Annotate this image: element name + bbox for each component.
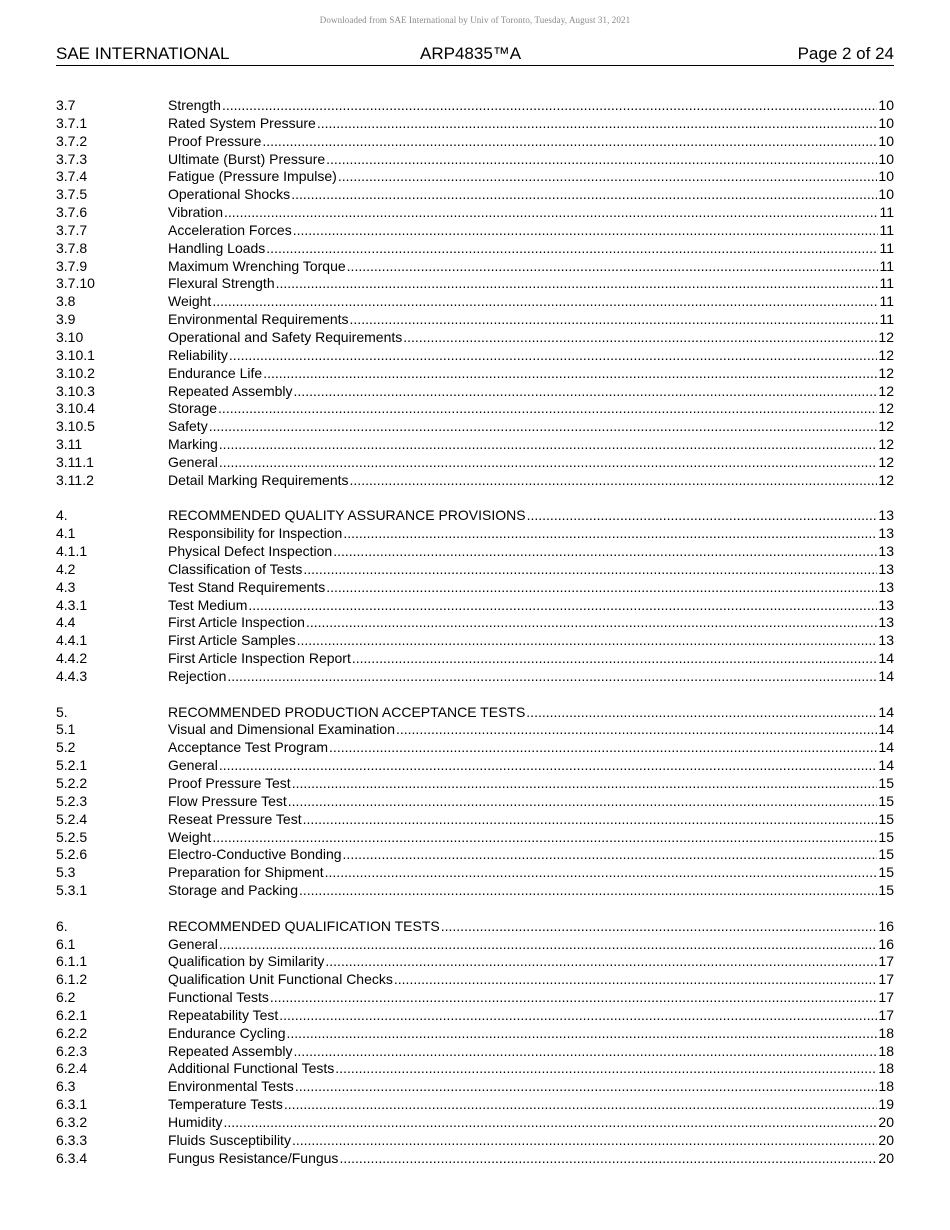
toc-entry-page: 12 bbox=[878, 418, 894, 435]
download-watermark: Downloaded from SAE International by Univ of Toronto, Tuesday, August 31, 2021 bbox=[319, 15, 631, 25]
toc-entry bbox=[56, 1060, 894, 1078]
toc-entry-title: General bbox=[168, 757, 218, 774]
toc-entry-number: 3.9 bbox=[56, 311, 76, 328]
toc-entry-page: 17 bbox=[878, 1006, 894, 1023]
toc-dot-leader bbox=[526, 704, 877, 722]
toc-entry-number: 4. bbox=[56, 507, 68, 524]
toc-entry-page: 11 bbox=[879, 275, 894, 292]
toc-entry-page: 14 bbox=[878, 650, 894, 667]
toc-dot-leader bbox=[325, 953, 877, 971]
toc-entry-page: 15 bbox=[878, 810, 894, 827]
toc-entry-page: 14 bbox=[878, 667, 894, 684]
toc-entry-title: Qualification Unit Functional Checks bbox=[168, 971, 393, 988]
toc-dot-leader bbox=[303, 561, 877, 579]
toc-entry bbox=[56, 383, 894, 401]
toc-entry-page: 17 bbox=[878, 953, 894, 970]
toc-entry-title: Strength bbox=[168, 97, 221, 113]
toc-entry bbox=[56, 882, 894, 900]
toc-entry-number: 6.3.2 bbox=[56, 1113, 88, 1130]
toc-entry-number: 6.2.1 bbox=[56, 1006, 88, 1023]
toc-entry-title: Endurance Life bbox=[168, 364, 263, 381]
toc-entry-number: 4.3 bbox=[56, 578, 76, 595]
toc-entry-title: Rated System Pressure bbox=[168, 114, 316, 131]
toc-entry-title: Acceleration Forces bbox=[168, 221, 292, 238]
toc-entry-title: Environmental Tests bbox=[168, 1078, 294, 1095]
toc-dot-leader bbox=[212, 829, 877, 847]
toc-entry bbox=[56, 151, 894, 169]
toc-entry-title: Reliability bbox=[168, 346, 228, 363]
toc-entry-number: 3.7.3 bbox=[56, 150, 88, 167]
toc-entry bbox=[56, 507, 894, 525]
toc-entry-number: 3.7 bbox=[56, 97, 76, 113]
toc-entry-title: Humidity bbox=[168, 1113, 223, 1130]
toc-entry-page: 12 bbox=[878, 436, 894, 453]
toc-entry-page: 17 bbox=[878, 989, 894, 1006]
toc-entry-number: 6.2.2 bbox=[56, 1024, 88, 1041]
toc-entry-number: 5.2.6 bbox=[56, 846, 88, 863]
toc-dot-leader bbox=[352, 650, 878, 668]
toc-entry-title: Test Stand Requirements bbox=[168, 578, 326, 595]
toc-entry bbox=[56, 418, 894, 436]
toc-entry bbox=[56, 525, 894, 543]
toc-entry bbox=[56, 775, 894, 793]
toc-entry-page: 10 bbox=[878, 97, 894, 113]
toc-dot-leader bbox=[394, 971, 878, 989]
toc-entry-title: Acceptance Test Program bbox=[168, 739, 329, 756]
toc-entry-title: Marking bbox=[168, 436, 218, 453]
toc-entry-page: 12 bbox=[878, 400, 894, 417]
toc-entry-page: 15 bbox=[878, 774, 894, 791]
toc-entry-number: 6.3.4 bbox=[56, 1149, 88, 1166]
toc-entry bbox=[56, 97, 894, 115]
table-of-contents bbox=[56, 97, 894, 1185]
toc-entry bbox=[56, 1132, 894, 1150]
toc-dot-leader bbox=[297, 632, 878, 650]
page-number: Page 2 of 24 bbox=[797, 44, 894, 63]
toc-entry-title: Reseat Pressure Test bbox=[168, 810, 302, 827]
toc-entry-number: 4.3.1 bbox=[56, 596, 88, 613]
toc-entry-number: 3.7.10 bbox=[56, 275, 95, 292]
toc-entry-page: 15 bbox=[878, 882, 894, 899]
toc-dot-leader bbox=[248, 597, 877, 615]
toc-entry bbox=[56, 1114, 894, 1132]
toc-entry-title: Handling Loads bbox=[168, 239, 266, 256]
toc-entry-title: Operational Shocks bbox=[168, 186, 291, 203]
toc-entry-page: 13 bbox=[878, 596, 894, 613]
toc-entry bbox=[56, 329, 894, 347]
toc-entry-title: Detail Marking Requirements bbox=[168, 471, 349, 488]
toc-entry-title: Vibration bbox=[168, 204, 224, 221]
toc-dot-leader bbox=[227, 668, 877, 686]
toc-entry-title: Storage and Packing bbox=[168, 882, 298, 899]
toc-entry-page: 20 bbox=[878, 1131, 894, 1148]
toc-entry-page: 15 bbox=[878, 828, 894, 845]
toc-entry-title: Rejection bbox=[168, 667, 227, 684]
toc-entry bbox=[56, 793, 894, 811]
toc-section bbox=[56, 918, 894, 1168]
toc-entry-title: Classification of Tests bbox=[168, 560, 303, 577]
toc-entry-number: 3.11 bbox=[56, 436, 83, 453]
toc-entry-number: 4.4.1 bbox=[56, 632, 88, 649]
toc-entry bbox=[56, 275, 894, 293]
toc-entry bbox=[56, 971, 894, 989]
toc-entry-title: Visual and Dimensional Examination bbox=[168, 721, 395, 738]
toc-entry-title: Operational and Safety Requirements bbox=[168, 328, 403, 345]
toc-entry-number: 4.4 bbox=[56, 614, 76, 631]
toc-entry-number: 5.1 bbox=[56, 721, 76, 738]
toc-entry-number: 3.7.2 bbox=[56, 132, 88, 149]
toc-entry-title: RECOMMENDED QUALITY ASSURANCE PROVISIONS bbox=[168, 507, 526, 524]
toc-entry-page: 11 bbox=[879, 293, 894, 310]
toc-entry-number: 6. bbox=[56, 917, 68, 934]
toc-entry-number: 3.7.1 bbox=[56, 114, 88, 131]
toc-entry-page: 13 bbox=[878, 525, 894, 542]
toc-entry-number: 3.7.5 bbox=[56, 186, 88, 203]
toc-entry bbox=[56, 936, 894, 954]
toc-entry-number: 3.7.6 bbox=[56, 204, 88, 221]
toc-entry-page: 17 bbox=[878, 971, 894, 988]
toc-entry-number: 3.11.1 bbox=[56, 453, 94, 470]
toc-entry bbox=[56, 1007, 894, 1025]
page-header bbox=[56, 44, 894, 66]
toc-entry-page: 14 bbox=[878, 721, 894, 738]
toc-dot-leader bbox=[219, 936, 878, 954]
toc-entry-page: 20 bbox=[878, 1113, 894, 1130]
toc-dot-leader bbox=[403, 329, 877, 347]
toc-entry-page: 12 bbox=[878, 382, 894, 399]
toc-dot-leader bbox=[325, 864, 878, 882]
toc-dot-leader bbox=[335, 1060, 877, 1078]
toc-entry-number: 6.1.1 bbox=[56, 953, 88, 970]
toc-entry-title: Repeatability Test bbox=[168, 1006, 279, 1023]
toc-entry-title: RECOMMENDED QUALIFICATION TESTS bbox=[168, 917, 440, 934]
toc-entry-number: 5. bbox=[56, 703, 68, 720]
toc-dot-leader bbox=[287, 1025, 878, 1043]
toc-entry-number: 3.10.5 bbox=[56, 418, 95, 435]
toc-entry bbox=[56, 864, 894, 882]
toc-entry bbox=[56, 365, 894, 383]
toc-dot-leader bbox=[333, 543, 877, 561]
toc-entry-number: 5.2.2 bbox=[56, 774, 88, 791]
toc-entry bbox=[56, 240, 894, 258]
toc-entry bbox=[56, 739, 894, 757]
toc-entry-title: General bbox=[168, 453, 218, 470]
toc-entry-page: 15 bbox=[878, 792, 894, 809]
toc-entry-page: 11 bbox=[879, 204, 894, 221]
toc-dot-leader bbox=[338, 168, 878, 186]
toc-entry bbox=[56, 597, 894, 615]
toc-entry bbox=[56, 1096, 894, 1114]
toc-entry-number: 3.10.1 bbox=[56, 346, 95, 363]
toc-entry-title: Ultimate (Burst) Pressure bbox=[168, 150, 326, 167]
toc-entry-number: 4.1 bbox=[56, 525, 76, 542]
toc-entry-title: Qualification by Similarity bbox=[168, 953, 325, 970]
toc-dot-leader bbox=[326, 151, 877, 169]
toc-entry bbox=[56, 668, 894, 686]
toc-dot-leader bbox=[279, 1007, 877, 1025]
toc-entry-page: 19 bbox=[878, 1096, 894, 1113]
toc-entry bbox=[56, 204, 894, 222]
toc-entry bbox=[56, 614, 894, 632]
toc-entry bbox=[56, 543, 894, 561]
toc-dot-leader bbox=[263, 365, 877, 383]
toc-entry-page: 10 bbox=[878, 114, 894, 131]
toc-entry bbox=[56, 222, 894, 240]
toc-dot-leader bbox=[212, 293, 878, 311]
toc-entry-title: Weight bbox=[168, 828, 212, 845]
toc-entry-title: Additional Functional Tests bbox=[168, 1060, 335, 1077]
toc-section bbox=[56, 704, 894, 900]
toc-entry bbox=[56, 918, 894, 936]
toc-entry-number: 3.7.7 bbox=[56, 221, 88, 238]
toc-dot-leader bbox=[224, 204, 878, 222]
toc-entry-page: 13 bbox=[878, 560, 894, 577]
toc-dot-leader bbox=[209, 418, 878, 436]
toc-entry-number: 3.7.8 bbox=[56, 239, 88, 256]
toc-entry-number: 5.2.4 bbox=[56, 810, 88, 827]
toc-entry bbox=[56, 811, 894, 829]
toc-entry-page: 10 bbox=[878, 186, 894, 203]
publisher-name: SAE INTERNATIONAL bbox=[56, 44, 230, 63]
toc-entry bbox=[56, 829, 894, 847]
toc-entry-title: Preparation for Shipment bbox=[168, 864, 324, 881]
toc-section bbox=[56, 507, 894, 685]
toc-entry-number: 4.4.2 bbox=[56, 650, 88, 667]
toc-entry bbox=[56, 989, 894, 1007]
toc-entry bbox=[56, 454, 894, 472]
toc-entry-page: 15 bbox=[878, 846, 894, 863]
toc-entry-number: 3.10.2 bbox=[56, 364, 95, 381]
toc-dot-leader bbox=[343, 846, 878, 864]
toc-entry-title: Storage bbox=[168, 400, 218, 417]
toc-dot-leader bbox=[218, 400, 877, 418]
toc-entry bbox=[56, 1043, 894, 1061]
toc-dot-leader bbox=[326, 579, 877, 597]
toc-entry bbox=[56, 186, 894, 204]
toc-dot-leader bbox=[294, 1043, 878, 1061]
toc-entry-title: Flexural Strength bbox=[168, 275, 275, 292]
toc-entry-number: 6.3.1 bbox=[56, 1096, 88, 1113]
toc-entry-number: 3.8 bbox=[56, 293, 76, 310]
toc-entry-title: Weight bbox=[168, 293, 212, 310]
toc-entry bbox=[56, 1078, 894, 1096]
toc-entry-number: 5.3 bbox=[56, 864, 76, 881]
toc-entry bbox=[56, 579, 894, 597]
toc-entry-page: 11 bbox=[879, 311, 894, 328]
toc-entry-page: 14 bbox=[878, 703, 894, 720]
toc-entry-number: 6.2.3 bbox=[56, 1042, 88, 1059]
toc-entry-page: 13 bbox=[878, 614, 894, 631]
toc-entry-number: 6.1 bbox=[56, 935, 76, 952]
toc-entry-page: 10 bbox=[878, 168, 894, 185]
toc-entry-number: 3.7.4 bbox=[56, 168, 88, 185]
toc-entry bbox=[56, 258, 894, 276]
toc-entry-title: Fluids Susceptibility bbox=[168, 1131, 291, 1148]
toc-dot-leader bbox=[292, 775, 878, 793]
toc-dot-leader bbox=[306, 614, 877, 632]
toc-dot-leader bbox=[527, 507, 878, 525]
toc-entry-page: 12 bbox=[878, 364, 894, 381]
toc-dot-leader bbox=[223, 1114, 877, 1132]
toc-dot-leader bbox=[303, 811, 878, 829]
toc-entry-number: 5.2.1 bbox=[56, 757, 88, 774]
toc-entry-title: Repeated Assembly bbox=[168, 382, 293, 399]
toc-entry bbox=[56, 436, 894, 454]
toc-entry-number: 3.10.3 bbox=[56, 382, 95, 399]
toc-dot-leader bbox=[317, 115, 878, 133]
toc-dot-leader bbox=[295, 1078, 878, 1096]
toc-entry-title: Endurance Cycling bbox=[168, 1024, 286, 1041]
toc-dot-leader bbox=[294, 383, 878, 401]
toc-entry-title: Maximum Wrenching Torque bbox=[168, 257, 346, 274]
toc-entry bbox=[56, 133, 894, 151]
toc-entry-page: 18 bbox=[878, 1042, 894, 1059]
toc-entry-page: 20 bbox=[878, 1149, 894, 1166]
toc-dot-leader bbox=[291, 186, 877, 204]
toc-dot-leader bbox=[329, 739, 877, 757]
toc-entry bbox=[56, 704, 894, 722]
toc-entry-page: 12 bbox=[878, 328, 894, 345]
toc-entry-page: 11 bbox=[879, 239, 894, 256]
toc-entry bbox=[56, 1025, 894, 1043]
toc-entry-page: 14 bbox=[878, 739, 894, 756]
toc-entry-number: 4.1.1 bbox=[56, 543, 88, 560]
toc-entry-page: 10 bbox=[878, 150, 894, 167]
toc-entry-title: Temperature Tests bbox=[168, 1096, 283, 1113]
toc-entry-page: 11 bbox=[879, 257, 894, 274]
toc-entry-number: 6.2.4 bbox=[56, 1060, 88, 1077]
toc-section bbox=[56, 97, 894, 490]
toc-dot-leader bbox=[350, 472, 878, 490]
toc-entry bbox=[56, 757, 894, 775]
toc-dot-leader bbox=[299, 882, 877, 900]
toc-entry-number: 3.7.9 bbox=[56, 257, 88, 274]
toc-dot-leader bbox=[284, 1096, 878, 1114]
toc-entry-page: 10 bbox=[878, 132, 894, 149]
toc-dot-leader bbox=[396, 721, 877, 739]
toc-entry bbox=[56, 168, 894, 186]
toc-dot-leader bbox=[292, 1132, 877, 1150]
toc-entry-number: 4.4.3 bbox=[56, 667, 88, 684]
toc-entry-title: Functional Tests bbox=[168, 989, 269, 1006]
toc-entry-title: Physical Defect Inspection bbox=[168, 543, 333, 560]
toc-entry-title: First Article Inspection Report bbox=[168, 650, 351, 667]
toc-entry-page: 13 bbox=[878, 507, 894, 524]
toc-entry bbox=[56, 953, 894, 971]
toc-entry-title: First Article Inspection bbox=[168, 614, 305, 631]
toc-entry-title: Electro-Conductive Bonding bbox=[168, 846, 342, 863]
toc-entry-page: 12 bbox=[878, 471, 894, 488]
toc-entry-page: 13 bbox=[878, 578, 894, 595]
toc-dot-leader bbox=[266, 240, 878, 258]
toc-entry-number: 5.3.1 bbox=[56, 882, 88, 899]
toc-entry bbox=[56, 632, 894, 650]
toc-entry bbox=[56, 1150, 894, 1168]
toc-entry bbox=[56, 561, 894, 579]
toc-entry bbox=[56, 721, 894, 739]
toc-dot-leader bbox=[339, 1150, 877, 1168]
toc-dot-leader bbox=[288, 793, 878, 811]
toc-entry-page: 15 bbox=[878, 864, 894, 881]
toc-dot-leader bbox=[276, 275, 879, 293]
toc-dot-leader bbox=[222, 97, 877, 115]
toc-entry-page: 18 bbox=[878, 1078, 894, 1095]
toc-entry-title: Proof Pressure Test bbox=[168, 774, 291, 791]
document-number: ARP4835™A bbox=[420, 44, 522, 63]
toc-entry-number: 3.11.2 bbox=[56, 471, 94, 488]
toc-entry-page: 12 bbox=[878, 346, 894, 363]
toc-dot-leader bbox=[219, 436, 878, 454]
toc-dot-leader bbox=[270, 989, 878, 1007]
toc-entry-title: Fatigue (Pressure Impulse) bbox=[168, 168, 337, 185]
toc-entry-title: Repeated Assembly bbox=[168, 1042, 293, 1059]
toc-entry-page: 12 bbox=[878, 453, 894, 470]
toc-entry-number: 5.2.5 bbox=[56, 828, 88, 845]
toc-dot-leader bbox=[343, 525, 877, 543]
toc-entry-title: RECOMMENDED PRODUCTION ACCEPTANCE TESTS bbox=[168, 703, 526, 720]
toc-entry bbox=[56, 311, 894, 329]
toc-entry-title: Safety bbox=[168, 418, 208, 435]
toc-entry-number: 4.2 bbox=[56, 560, 76, 577]
toc-entry-page: 13 bbox=[878, 632, 894, 649]
toc-entry-number: 3.10.4 bbox=[56, 400, 95, 417]
toc-entry-page: 14 bbox=[878, 757, 894, 774]
toc-entry-page: 13 bbox=[878, 543, 894, 560]
toc-entry-page: 18 bbox=[878, 1060, 894, 1077]
toc-entry-title: First Article Samples bbox=[168, 632, 296, 649]
toc-entry-number: 5.2 bbox=[56, 739, 76, 756]
toc-dot-leader bbox=[229, 347, 878, 365]
toc-entry-page: 16 bbox=[878, 917, 894, 934]
toc-entry-number: 6.3 bbox=[56, 1078, 76, 1095]
toc-entry bbox=[56, 347, 894, 365]
toc-entry bbox=[56, 293, 894, 311]
toc-dot-leader bbox=[350, 311, 879, 329]
toc-entry-number: 6.2 bbox=[56, 989, 76, 1006]
toc-entry bbox=[56, 650, 894, 668]
toc-entry-number: 6.3.3 bbox=[56, 1131, 88, 1148]
toc-entry-number: 5.2.3 bbox=[56, 792, 88, 809]
toc-dot-leader bbox=[219, 454, 878, 472]
toc-dot-leader bbox=[219, 757, 878, 775]
toc-dot-leader bbox=[262, 133, 877, 151]
toc-dot-leader bbox=[293, 222, 879, 240]
toc-dot-leader bbox=[441, 918, 878, 936]
toc-entry-number: 3.10 bbox=[56, 328, 84, 345]
toc-entry-title: General bbox=[168, 935, 218, 952]
toc-entry-number: 6.1.2 bbox=[56, 971, 88, 988]
toc-entry-title: Environmental Requirements bbox=[168, 311, 349, 328]
toc-entry bbox=[56, 115, 894, 133]
toc-entry-title: Fungus Resistance/Fungus bbox=[168, 1149, 339, 1166]
toc-entry bbox=[56, 472, 894, 490]
toc-entry-page: 18 bbox=[878, 1024, 894, 1041]
toc-entry-page: 11 bbox=[879, 221, 894, 238]
toc-entry-title: Proof Pressure bbox=[168, 132, 262, 149]
toc-entry-title: Responsibility for Inspection bbox=[168, 525, 343, 542]
toc-entry bbox=[56, 400, 894, 418]
toc-entry-title: Test Medium bbox=[168, 596, 248, 613]
toc-dot-leader bbox=[347, 258, 879, 276]
toc-entry-page: 16 bbox=[878, 935, 894, 952]
toc-entry bbox=[56, 846, 894, 864]
toc-entry-title: Flow Pressure Test bbox=[168, 792, 287, 809]
